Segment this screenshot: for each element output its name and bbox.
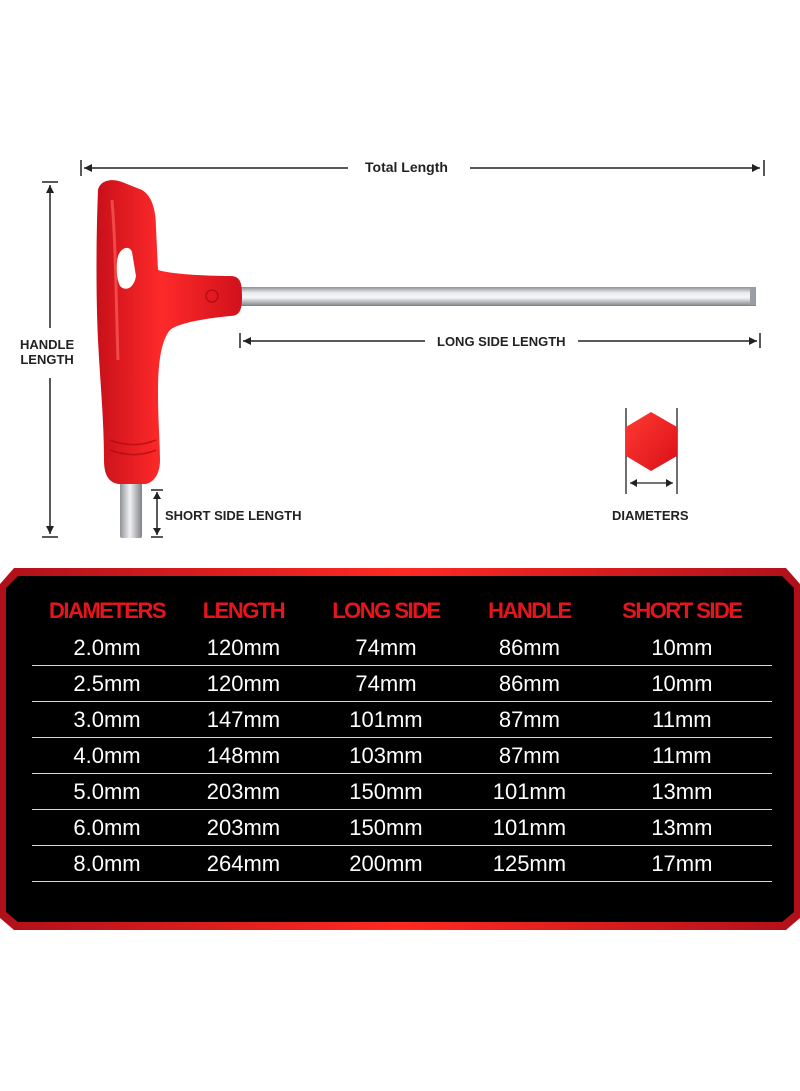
short-side-label: SHORT SIDE LENGTH: [165, 508, 302, 523]
spec-table-header: [32, 592, 772, 630]
hex-diameter-icon: [626, 408, 677, 494]
long-shaft: [228, 287, 756, 306]
table-row: [32, 774, 772, 810]
cell-short-side: 11mm: [592, 702, 772, 738]
spec-table: [32, 592, 772, 882]
table-row: [32, 738, 772, 774]
cell-handle: 101mm: [467, 774, 592, 810]
cell-length: 148mm: [182, 738, 305, 774]
cell-short-side: 10mm: [592, 630, 772, 666]
cell-short-side: 13mm: [592, 810, 772, 846]
cell-handle: 125mm: [467, 846, 592, 882]
cell-long-side: 150mm: [305, 774, 467, 810]
table-row: [32, 630, 772, 666]
handle-length-label-line1: HANDLE: [20, 337, 75, 352]
table-row: [32, 846, 772, 882]
cell-length: 203mm: [182, 774, 305, 810]
cell-length: 203mm: [182, 810, 305, 846]
handle-length-label-line2: LENGTH: [20, 352, 74, 367]
cell-long-side: 74mm: [305, 630, 467, 666]
cell-diameter: 6.0mm: [32, 810, 182, 846]
diameters-label: DIAMETERS: [612, 508, 689, 523]
table-row: [32, 810, 772, 846]
cell-long-side: 74mm: [305, 666, 467, 702]
cell-short-side: 13mm: [592, 774, 772, 810]
table-row: [32, 702, 772, 738]
header-handle: HANDLE: [488, 598, 571, 623]
cell-short-side: 17mm: [592, 846, 772, 882]
cell-handle: 87mm: [467, 702, 592, 738]
cell-diameter: 3.0mm: [32, 702, 182, 738]
header-short-side: SHORT SIDE: [622, 598, 742, 623]
handle-length-label: [20, 337, 74, 367]
header-length: LENGTH: [202, 598, 285, 623]
cell-long-side: 101mm: [305, 702, 467, 738]
total-length-label: Total Length: [362, 160, 451, 175]
header-diameters: DIAMETERS: [48, 598, 166, 623]
table-row: [32, 666, 772, 702]
cell-handle: 101mm: [467, 810, 592, 846]
cell-diameter: 8.0mm: [32, 846, 182, 882]
cell-handle: 86mm: [467, 630, 592, 666]
long-side-label: LONG SIDE LENGTH: [434, 334, 569, 349]
cell-handle: 86mm: [467, 666, 592, 702]
cell-long-side: 150mm: [305, 810, 467, 846]
cell-diameter: 5.0mm: [32, 774, 182, 810]
cell-length: 264mm: [182, 846, 305, 882]
cell-length: 120mm: [182, 666, 305, 702]
cell-length: 147mm: [182, 702, 305, 738]
cell-diameter: 2.0mm: [32, 630, 182, 666]
cell-long-side: 103mm: [305, 738, 467, 774]
cell-handle: 87mm: [467, 738, 592, 774]
cell-diameter: 2.5mm: [32, 666, 182, 702]
cell-long-side: 200mm: [305, 846, 467, 882]
cell-length: 120mm: [182, 630, 305, 666]
header-long-side: LONG SIDE: [332, 598, 440, 623]
cell-short-side: 11mm: [592, 738, 772, 774]
short-side-dimension: [151, 490, 163, 537]
red-handle: [97, 180, 243, 484]
cell-short-side: 10mm: [592, 666, 772, 702]
cell-diameter: 4.0mm: [32, 738, 182, 774]
